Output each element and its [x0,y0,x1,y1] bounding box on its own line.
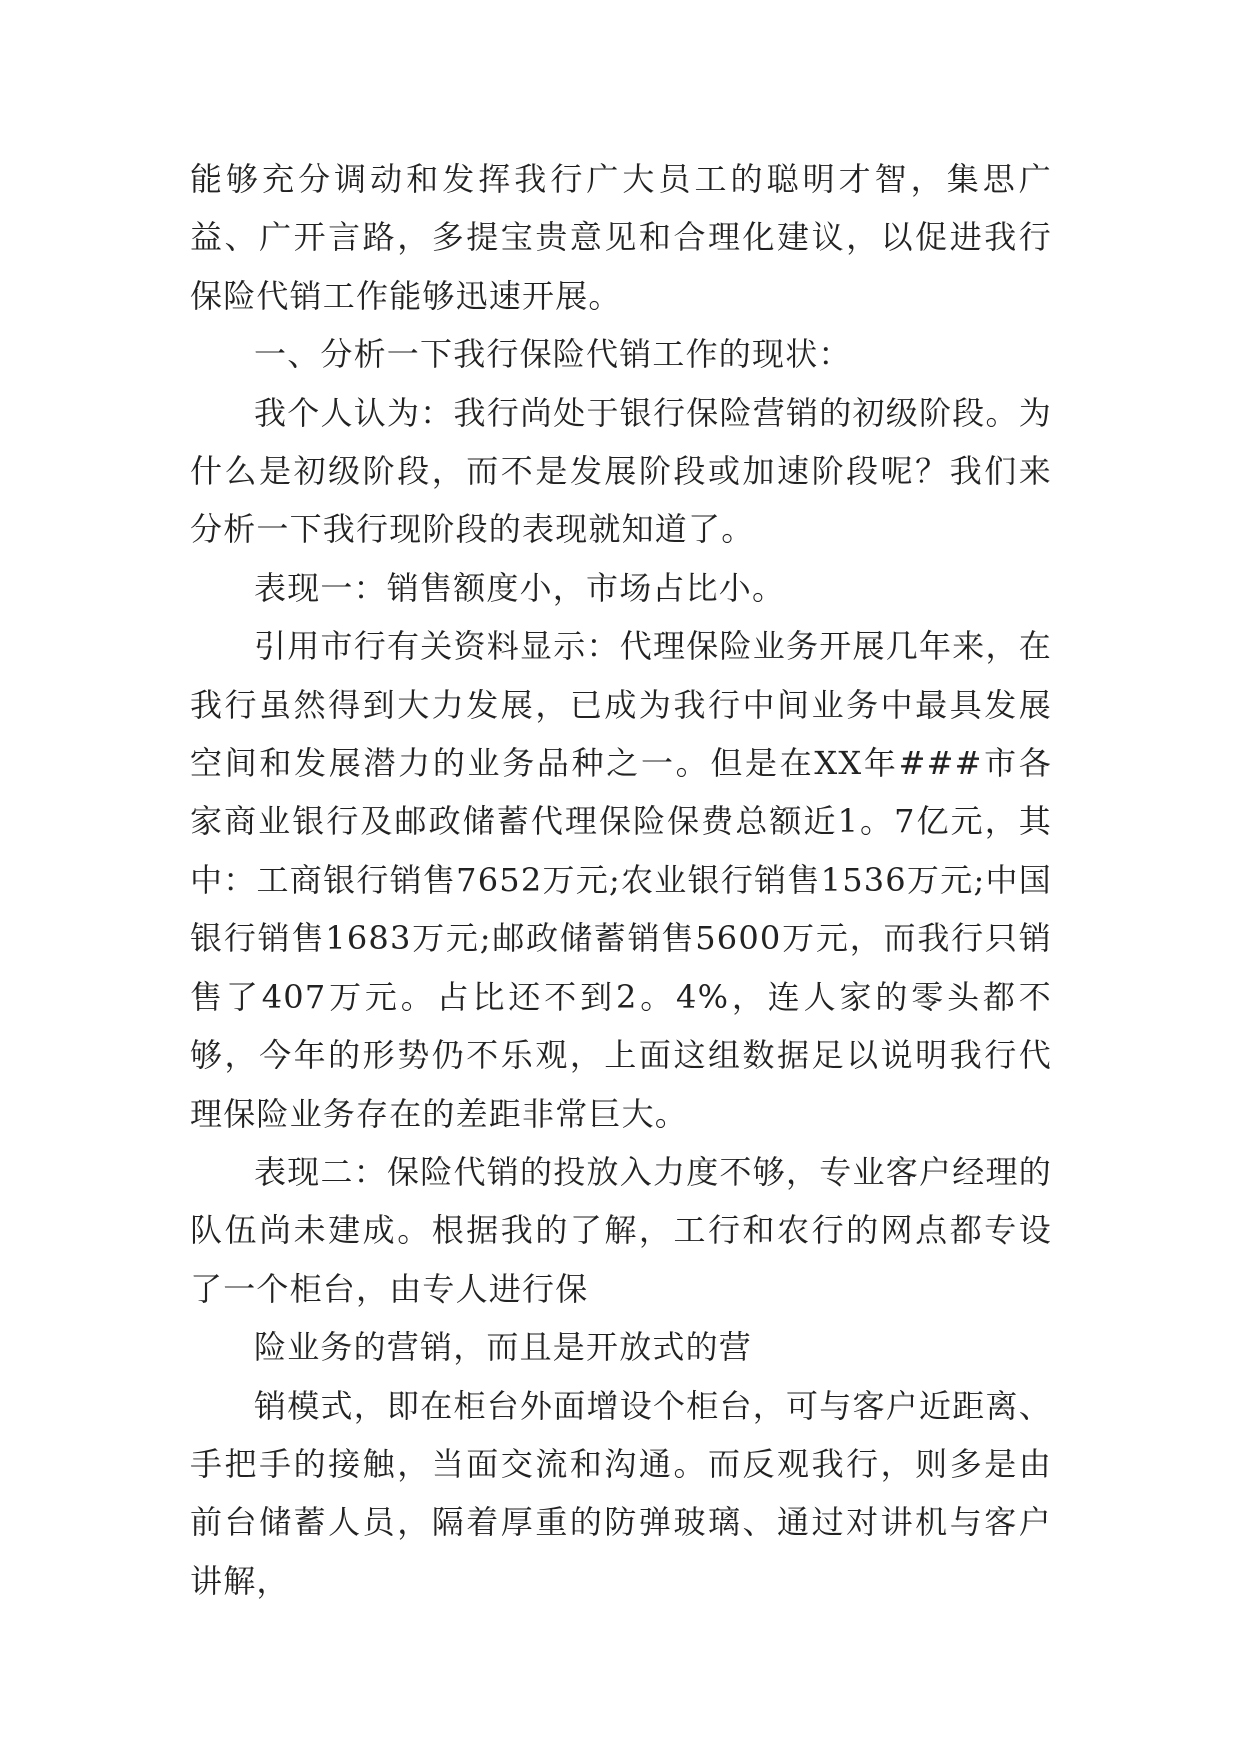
paragraph-opinion: 我个人认为：我行尚处于银行保险营销的初级阶段。为什么是初级阶段，而不是发展阶段或加速阶段呢？我们来分析一下我行现阶段的表现就知道了。 [190,393,1052,549]
section-heading: 一、分析一下我行保险代销工作的现状： [254,335,852,374]
document-body [190,150,1052,1610]
paragraph-fragment: 险业务的营销，而且是开放式的营 [254,1328,753,1367]
paragraph-intro: 能够充分调动和发挥我行广大员工的聪明才智，集思广益、广开言路，多提宝贵意见和合理化建议，以促进我行保险代销工作能够迅速开展。 [190,160,1052,315]
paragraph-continuation: 销模式，即在柜台外面增设个柜台，可与客户近距离、手把手的接触，当面交流和沟通。而反观我行，则多是由前台储蓄人员，隔着厚重的防弹玻璃、通过对讲机与客户讲解， [190,1386,1052,1600]
paragraph-data: 引用市行有关资料显示：代理保险业务开展几年来，在我行虽然得到大力发展，已成为我行中间业务中最具发展空间和发展潜力的业务品种之一。但是在XX年###市各家商业银行及邮政储蓄代理保险保费总额近1。7亿元，其中：工商银行销售7652万元;农业银行销售1536万元;中国银行销售1683万元;邮政储蓄销售5600万元，而我行只销售了407万元。占比还不到2。4%，连人家的零头都不够，今年的形势仍不乐观，上面这组数据足以说明我行代理保险业务存在的差距非常巨大。 [190,627,1052,1133]
point-heading-2: 表现二：保险代销的投放入力度不够，专业客户经理的队伍尚未建成。根据我的了解，工行和农行的网点都专设了一个柜台，由专人进行保 [190,1152,1052,1308]
point-heading-1: 表现一：销售额度小，市场占比小。 [254,568,786,607]
